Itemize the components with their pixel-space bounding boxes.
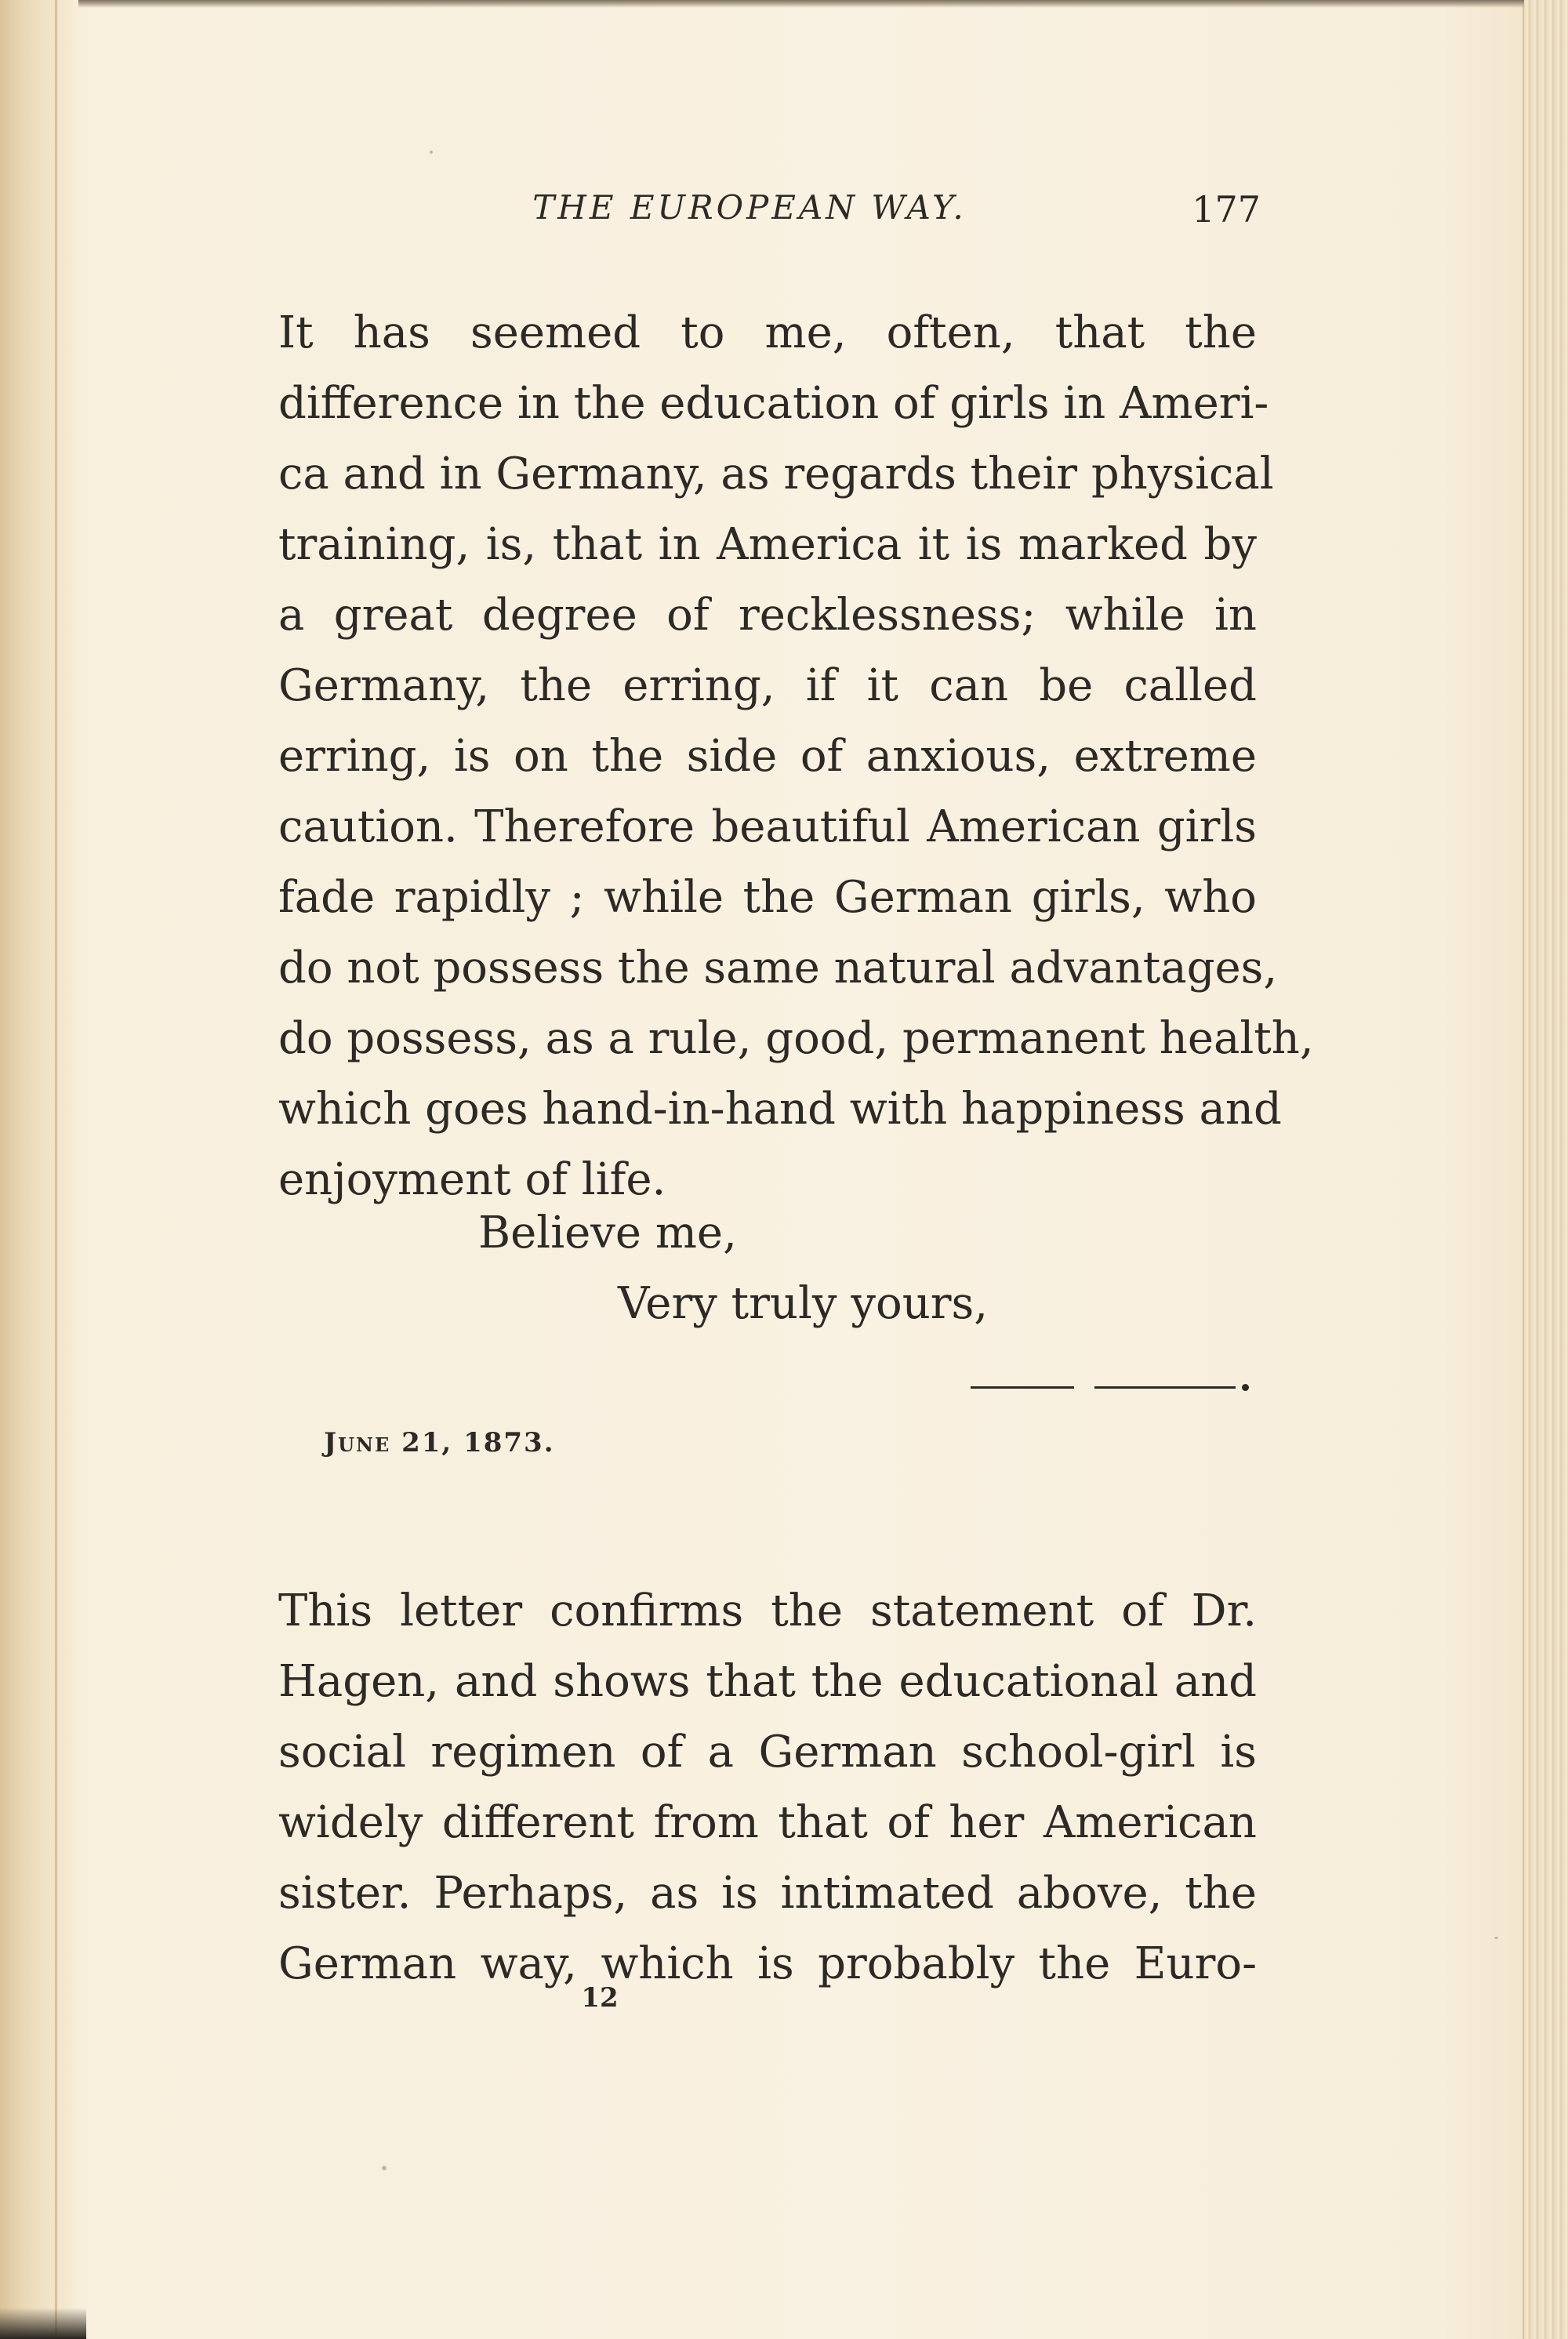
paper-speck: [430, 151, 433, 154]
text-line: which goes hand-in-hand with happiness and: [278, 1084, 1282, 1135]
top-edge-shadow: [78, 0, 1524, 8]
page-number: 177: [1192, 188, 1261, 231]
text-line: social regimen of a German school-girl is: [278, 1727, 1257, 1778]
signature-dash: [1094, 1386, 1236, 1389]
closing-signoff: Very truly yours,: [618, 1278, 989, 1329]
text-line: a great degree of recklessness; while in: [278, 590, 1257, 641]
paragraph-commentary: [278, 1576, 1257, 1999]
text-line: do not possess the same natural advantages,: [278, 943, 1278, 993]
gutter-line: [55, 0, 57, 2339]
page-gutter-shadow: [0, 0, 75, 2339]
paper-speck: [382, 2166, 387, 2170]
text-line: German way, which is probably the Euro-: [278, 1938, 1257, 1989]
signature-dash: [971, 1386, 1074, 1389]
text-line: caution. Therefore beautiful American girls: [278, 801, 1257, 852]
text-line: It has seemed to me, often, that the: [278, 307, 1257, 358]
running-head: THE EUROPEAN WAY.: [532, 188, 967, 227]
text-line: widely different from that of her American: [278, 1797, 1257, 1848]
text-line: Germany, the erring, if it can be called: [278, 660, 1257, 711]
printer-signature-mark: 12: [581, 1982, 619, 2014]
text-line: fade rapidly ; while the German girls, who: [278, 872, 1257, 923]
letter-date: June 21, 1873.: [324, 1427, 555, 1458]
text-line: enjoyment of life.: [278, 1154, 666, 1205]
page-edge: [1523, 0, 1568, 2339]
paragraph-letter-body: [278, 298, 1314, 1215]
text-line: ca and in Germany, as regards their physical: [278, 449, 1274, 499]
closing-salutation: Believe me,: [478, 1208, 737, 1258]
signature-dashes: [971, 1380, 1253, 1396]
text-line: erring, is on the side of anxious, extreme: [278, 731, 1257, 782]
text-line: do possess, as a rule, good, permanent health,: [278, 1013, 1314, 1064]
text-line: difference in the education of girls in Ameri-: [278, 378, 1269, 429]
text-line: This letter confirms the statement of Dr.: [278, 1585, 1257, 1636]
corner-shadow: [0, 2308, 86, 2339]
text-line: Hagen, and shows that the educational and: [278, 1656, 1257, 1707]
paper-speck: [1494, 1937, 1498, 1939]
signature-period: [1242, 1384, 1249, 1391]
text-line: sister. Perhaps, as is intimated above, the: [278, 1868, 1257, 1919]
text-line: training, is, that in America it is marked by: [278, 519, 1257, 570]
